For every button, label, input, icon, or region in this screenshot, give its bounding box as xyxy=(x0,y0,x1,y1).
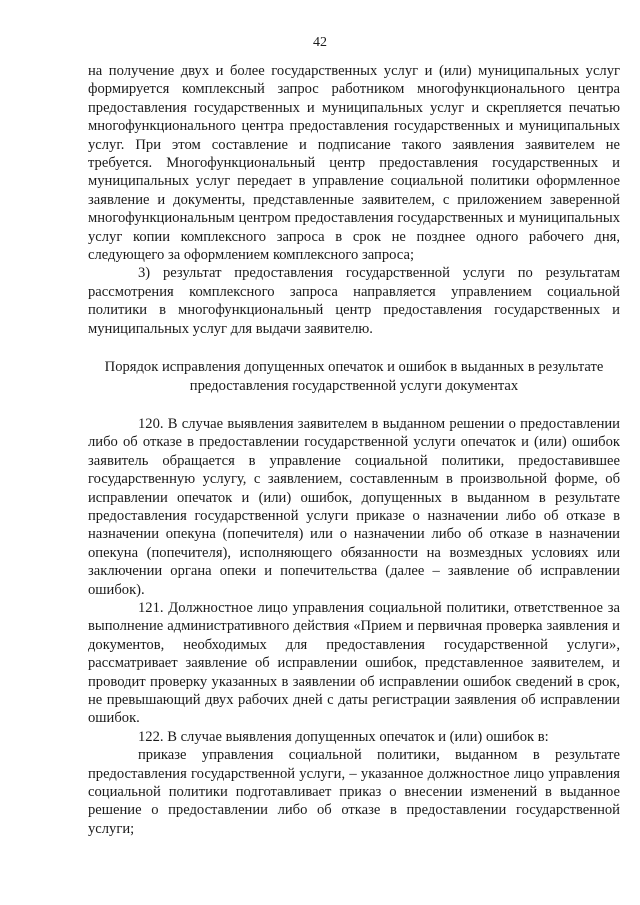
page-number: 42 xyxy=(313,35,327,50)
paragraph-121: 121. Должностное лицо управления социальной политики, ответственное за выполнение административного действия «Прием и первичная проверка заявления и документов, необходимых для предоставления государственной услуги», рассматривает заявление об исправлении ошибок, представленное заявителем, и проводит проверку указанных в заявлении об исправлении ошибок сведений в срок, не превышающий двух рабочих дней с даты регистрации заявления об исправлении ошибок. xyxy=(88,599,620,727)
paragraph-continuation: на получение двух и более государственных услуг и (или) муниципальных услуг формируется комплексный запрос работником многофункционального центра предоставления государственных и муниципальных услуг и скрепляется печатью многофункционального центра предоставления государственных и муниципальных услуг. При этом составление и подписание такого заявления заявителем не требуется. Многофункциональный центр предоставления государственных и муниципальных услуг передает в управление социальной политики оформленное заявление и документы, представленные заявителем, с приложением заверенной многофункциональным центром предоставления государственных и муниципальных услуг копии комплексного запроса в срок не позднее одного рабочего дня, следующего за оформлением комплексного запроса; xyxy=(88,63,620,264)
paragraph-122: 122. В случае выявления допущенных опечаток и (или) ошибок в: xyxy=(138,728,549,745)
paragraph-122-subitem: приказе управления социальной политики, выданном в результате предоставления государственной услуги, – указанное должностное лицо управления социальной политики подготавливает приказ о внесении изменений в выданное решение о предоставлении либо об отказе в предоставлении государственной услуги; xyxy=(88,747,620,837)
section-heading: Порядок исправления допущенных опечаток и ошибок в выданных в результате предоставления государственной услуги документах xyxy=(104,359,604,394)
paragraph-120: 120. В случае выявления заявителем в выданном решении о предоставлении либо об отказе в предоставлении государственной услуги опечаток и (или) ошибок заявитель обращается в управление социальной политики, предоставившее государственную услугу, с заявлением, составленным в произвольной форме, об исправлении опечаток и (или) ошибок, допущенных в выданном в результате предоставления государственной услуги приказе о назначении либо об отказе в назначении опекуна (попечителя) или о назначении либо об отказе в назначении опекуна (попечителя), исполняющего обязанности на возмездных условиях или заключении органа опеки и попечительства (далее – заявление об исправлении ошибок). xyxy=(88,415,620,598)
paragraph-item-3: 3) результат предоставления государственной услуги по результатам рассмотрения комплексного запроса направляется управлением социальной политики в многофункциональный центр предоставления государственных и муниципальных услуг для выдачи заявителю. xyxy=(88,265,620,337)
document-body xyxy=(88,62,620,838)
